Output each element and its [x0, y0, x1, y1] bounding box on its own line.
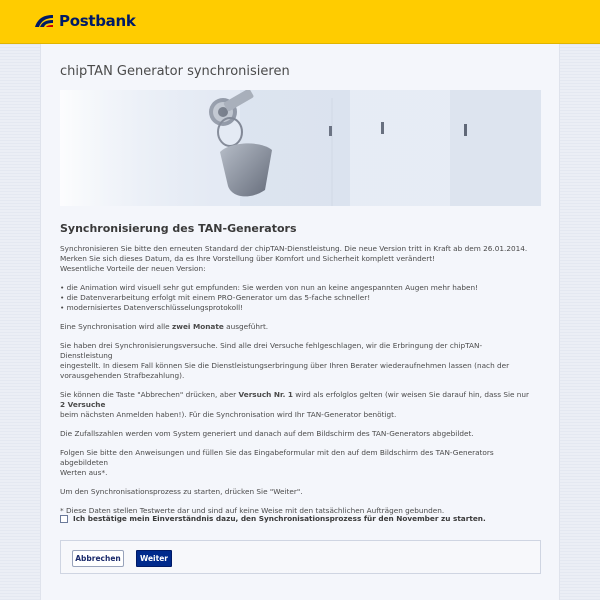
start-instruction: Um den Synchronisationsprozess zu starten, drücken Sie "Weiter".: [60, 487, 303, 496]
attempts-left-bold: 2 Versuche: [60, 400, 106, 409]
attempts-line-1: Sie haben drei Synchronisierungsversuche. Sind alle drei Versuche fehlgeschlagen, wir die Erbringung der chipTAN-Dienstleistung: [60, 341, 483, 360]
benefit-item-1: • die Animation wird visuell sehr gut empfunden: Sie werden von nun an keine angespannten Augen mehr haben!: [60, 283, 479, 292]
instructions-paragraph: [60, 448, 530, 478]
frequency-paragraph: [60, 322, 530, 332]
attempt-number-bold: Versuch Nr. 1: [238, 390, 293, 399]
consent-label[interactable]: Ich bestätige mein Einverständnis dazu, den Synchronisationsprozess für den November zu starten.: [73, 514, 486, 523]
attempts-line-2: eingestellt. In diesem Fall können Sie die Dienstleistungserbringung über Ihren Berater wiederaufnehmen lassen (nach der: [60, 361, 510, 370]
frequency-text: Eine Synchronisation wird alle: [60, 322, 172, 331]
benefits-list: [60, 283, 530, 313]
intro-paragraph: [60, 244, 530, 274]
logo-text: Postbank: [59, 12, 136, 30]
intro-line-1: Synchronisieren Sie bitte den erneuten Standard der chipTAN-Dienstleistung. Die neue Version tritt in Kraft ab dem 26.01.2014.: [60, 244, 528, 253]
intro-line-2: Merken Sie sich dieses Datum, da es Ihre Vorstellung über Komfort und Sicherheit komplett verändert!: [60, 254, 436, 263]
cancel-warning-mid: wird als erfolglos gelten (wir weisen Sie darauf hin, dass Sie nur: [292, 390, 530, 399]
next-button[interactable]: Weiter: [136, 550, 172, 567]
random-numbers-paragraph: Die Zufallszahlen werden vom System generiert und danach auf dem Bildschirm des TAN-Generators abgebildet.: [60, 429, 474, 438]
instructions-line-2: Werten aus*.: [60, 468, 108, 477]
main-content: [40, 44, 560, 600]
frequency-text-end: ausgeführt.: [223, 322, 269, 331]
consent-checkbox[interactable]: [60, 515, 68, 523]
consent-row[interactable]: [60, 514, 486, 523]
footnote: * Diese Daten stellen Testwerte dar und sind auf keine Weise mit den tatsächlichen Aufträgen gebunden.: [60, 506, 445, 515]
page-title: chipTAN Generator synchronisieren: [60, 64, 290, 79]
action-bar: [60, 540, 541, 574]
intro-line-3: Wesentliche Vorteile der neuen Version:: [60, 264, 206, 273]
attempts-line-3: vorausgehenden Strafbezahlung).: [60, 371, 185, 380]
benefit-item-3: • modernisiertes Datenverschlüsselungsprotokoll!: [60, 303, 244, 312]
benefit-item-2: • die Datenverarbeitung erfolgt mit einem PRO-Generator um das 5-fache schneller!: [60, 293, 371, 302]
description-text: [60, 244, 530, 525]
cancel-button[interactable]: Abbrechen: [72, 550, 124, 567]
cancel-warning-paragraph: [60, 390, 530, 420]
postbank-logo-icon: [34, 14, 54, 28]
banner-image: [60, 90, 541, 206]
section-title: Synchronisierung des TAN-Generators: [60, 222, 297, 235]
postbank-logo[interactable]: [34, 12, 136, 30]
attempts-paragraph: [60, 341, 530, 381]
cancel-warning-text: Sie können die Taste "Abbrechen" drücken, aber: [60, 390, 239, 399]
cancel-warning-line-2: beim nächsten Anmelden haben!). Für die Synchronisation wird Ihr TAN-Generator benötigt.: [60, 410, 397, 419]
header-bar: [0, 0, 600, 44]
frequency-bold: zwei Monate: [171, 322, 224, 331]
instructions-line-1: Folgen Sie bitte den Anweisungen und füllen Sie das Eingabeformular mit den auf dem Bildschirm des TAN-Generators abgebildeten: [60, 448, 494, 467]
